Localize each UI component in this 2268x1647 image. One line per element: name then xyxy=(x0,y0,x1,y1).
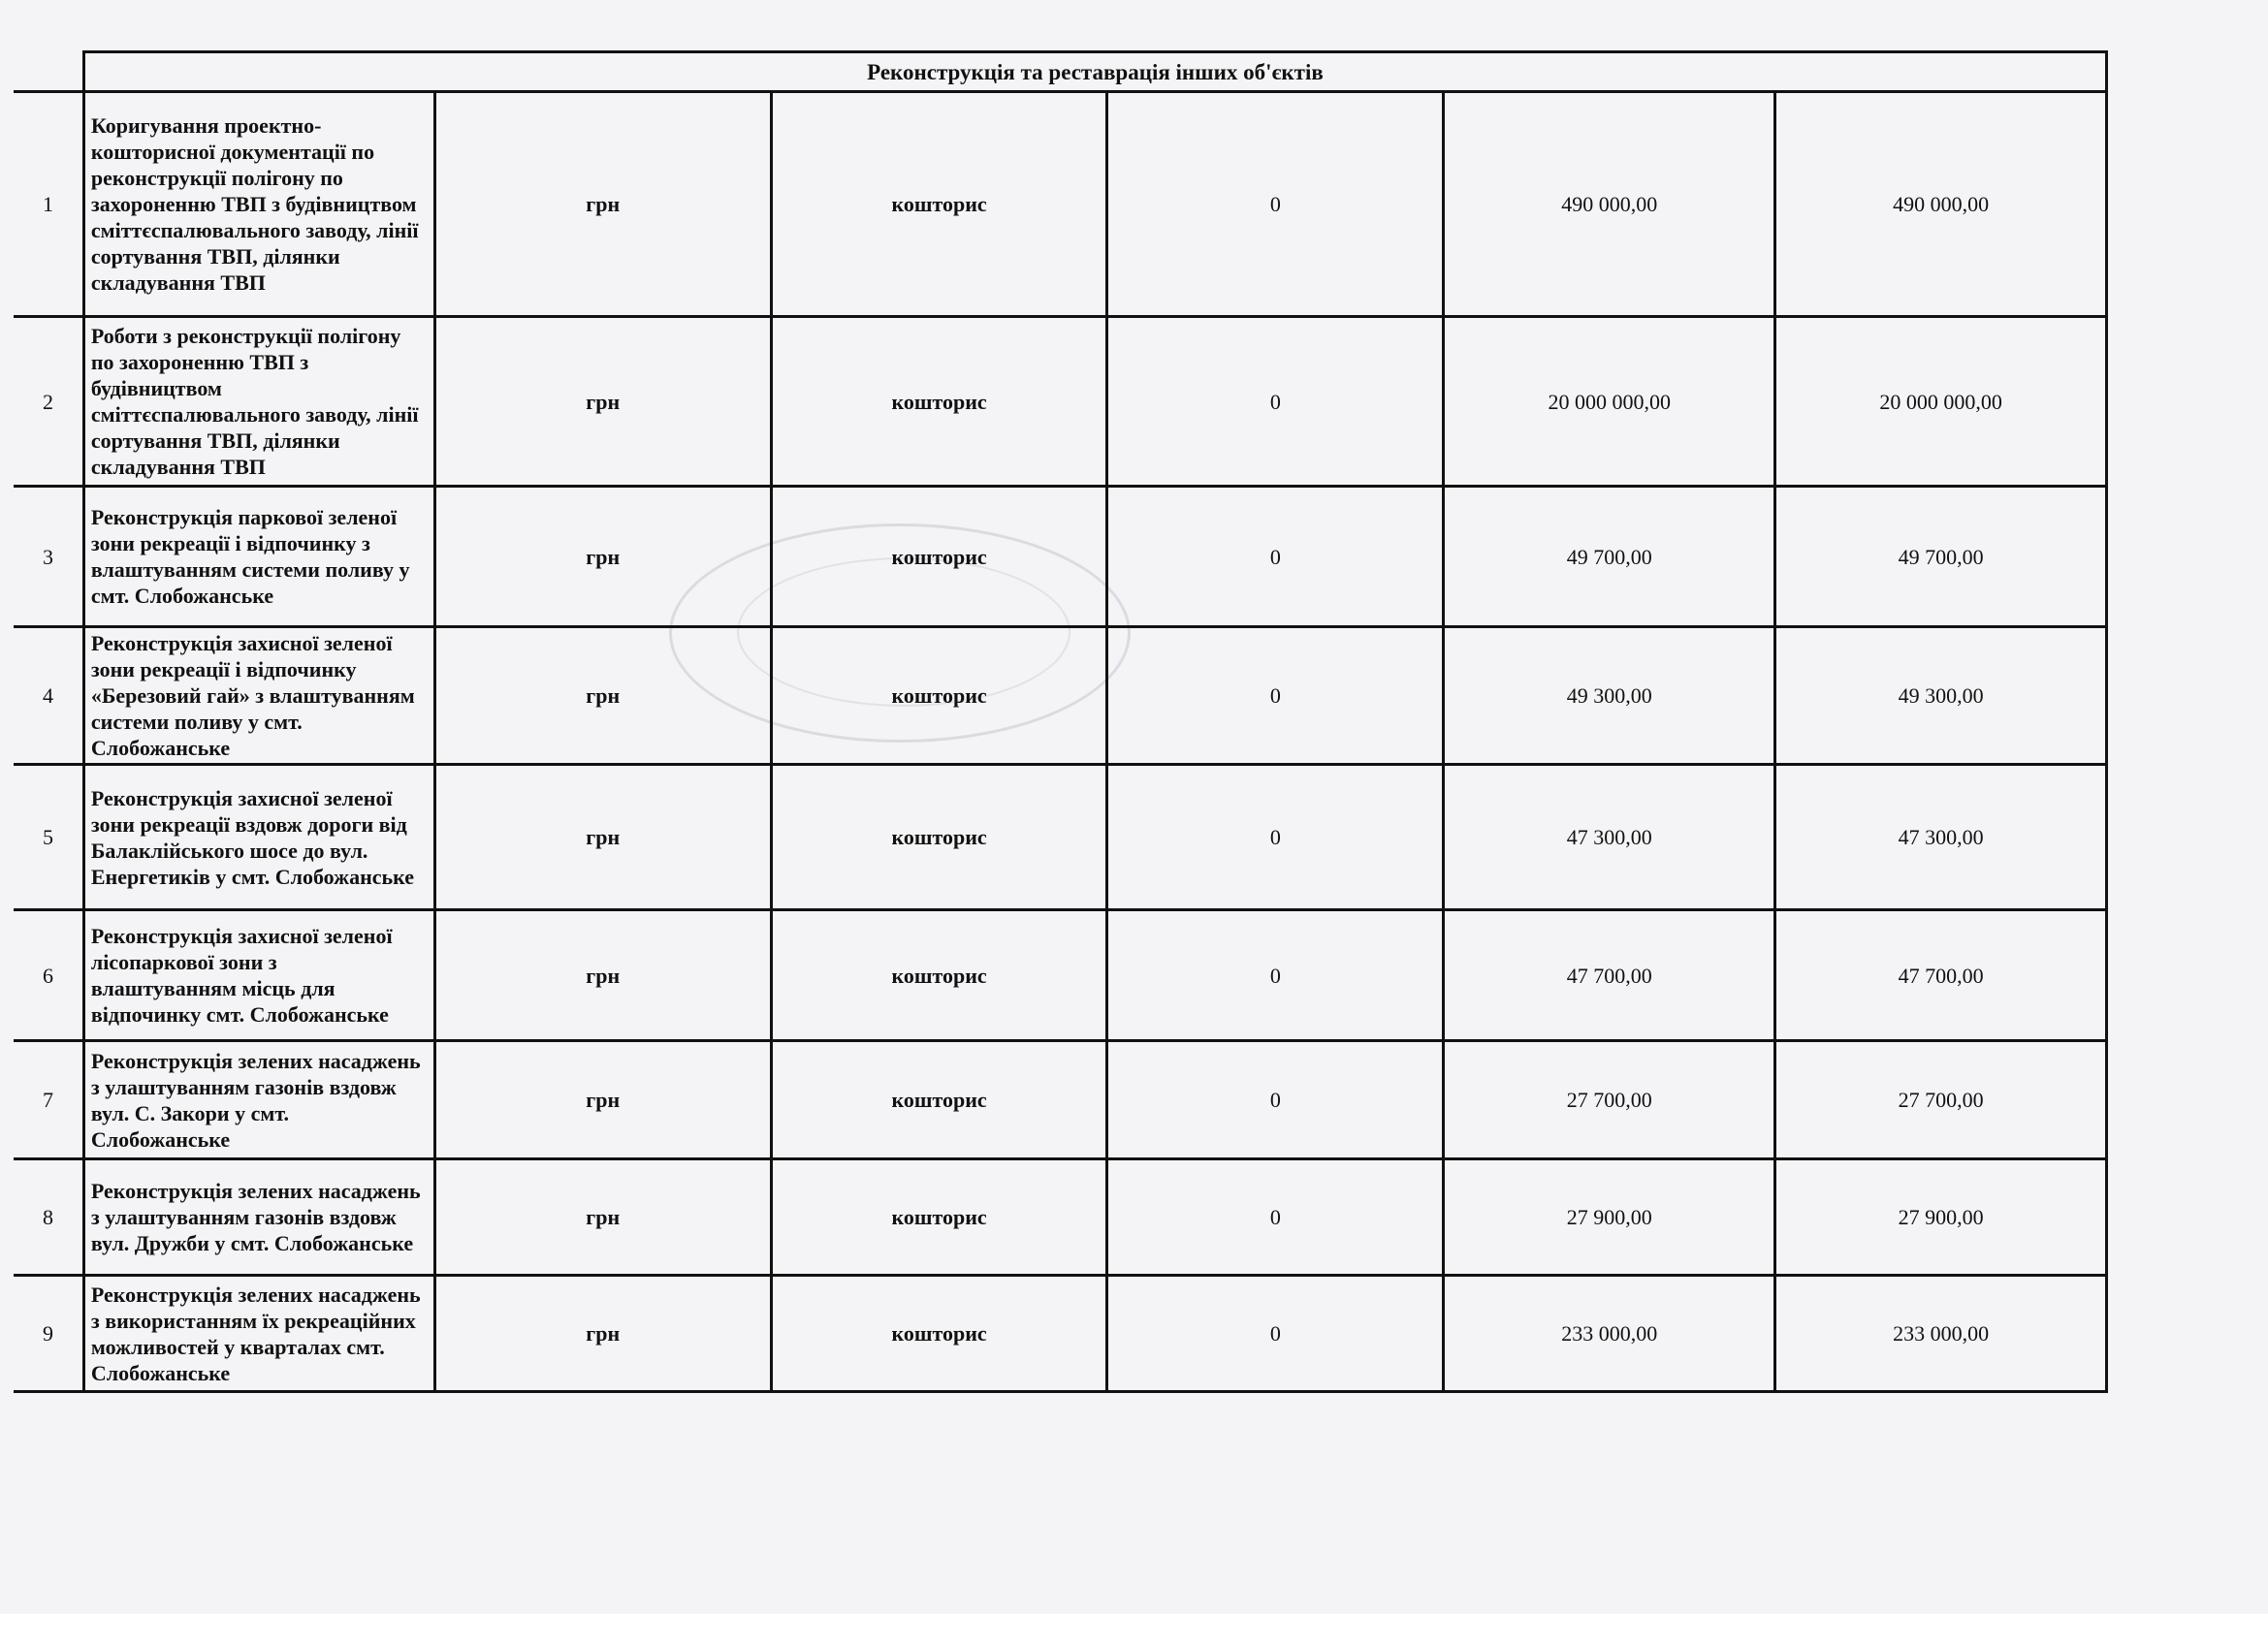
row-unit: грн xyxy=(434,910,771,1041)
row-total: 490 000,00 xyxy=(1775,92,2107,317)
row-source: кошторис xyxy=(771,627,1107,765)
row-object-name: Реконструкція захисної зеленої зони рекреації і відпочинку «Березовий гай» з влаштуванням системи поливу у смт. Слобожанське xyxy=(83,627,434,765)
row-object-name: Реконструкція зелених насаджень з використанням їх рекреаційних можливостей у кварталах смт. Слобожанське xyxy=(83,1276,434,1392)
row-source: кошторис xyxy=(771,487,1107,627)
table-row xyxy=(14,487,2107,627)
row-source: кошторис xyxy=(771,1276,1107,1392)
row-object-name: Реконструкція зелених насаджень з улаштуванням газонів вздовж вул. С. Закори у смт. Слобожанське xyxy=(83,1041,434,1159)
row-unit: грн xyxy=(434,487,771,627)
row-source: кошторис xyxy=(771,1159,1107,1276)
blank-cell xyxy=(14,52,83,92)
row-total: 49 300,00 xyxy=(1775,627,2107,765)
row-object-name: Реконструкція захисної зеленої лісопаркової зони з влаштуванням місць для відпочинку смт. Слобожанське xyxy=(83,910,434,1041)
row-zero-value: 0 xyxy=(1107,765,1444,910)
row-number: 8 xyxy=(14,1159,83,1276)
row-object-name: Коригування проектно-кошторисної документації по реконструкції полігону по захороненню ТВП з будівництвом сміттєспалювального заводу, лінії сортування ТВП, ділянки складування ТВП xyxy=(83,92,434,317)
row-amount: 49 300,00 xyxy=(1444,627,1775,765)
row-total: 27 900,00 xyxy=(1775,1159,2107,1276)
row-unit: грн xyxy=(434,1159,771,1276)
row-unit: грн xyxy=(434,92,771,317)
row-zero-value: 0 xyxy=(1107,1276,1444,1392)
row-number: 6 xyxy=(14,910,83,1041)
row-object-name: Реконструкція паркової зеленої зони рекреації і відпочинку з влаштуванням системи поливу у смт. Слобожанське xyxy=(83,487,434,627)
row-number: 7 xyxy=(14,1041,83,1159)
row-amount: 47 300,00 xyxy=(1444,765,1775,910)
row-source: кошторис xyxy=(771,1041,1107,1159)
row-total: 233 000,00 xyxy=(1775,1276,2107,1392)
row-zero-value: 0 xyxy=(1107,92,1444,317)
row-number: 9 xyxy=(14,1276,83,1392)
row-number: 4 xyxy=(14,627,83,765)
row-unit: грн xyxy=(434,1041,771,1159)
section-header-row xyxy=(14,52,2107,92)
table-row xyxy=(14,1041,2107,1159)
row-number: 5 xyxy=(14,765,83,910)
section-title: Реконструкція та реставрація інших об'єктів xyxy=(83,52,2106,92)
budget-table xyxy=(14,50,2108,1393)
row-amount: 20 000 000,00 xyxy=(1444,317,1775,487)
row-amount: 47 700,00 xyxy=(1444,910,1775,1041)
row-number: 2 xyxy=(14,317,83,487)
row-source: кошторис xyxy=(771,317,1107,487)
row-zero-value: 0 xyxy=(1107,317,1444,487)
table-row xyxy=(14,92,2107,317)
table-row xyxy=(14,627,2107,765)
row-unit: грн xyxy=(434,317,771,487)
row-amount: 233 000,00 xyxy=(1444,1276,1775,1392)
row-number: 3 xyxy=(14,487,83,627)
row-amount: 27 700,00 xyxy=(1444,1041,1775,1159)
row-object-name: Реконструкція захисної зеленої зони рекреації вздовж дороги від Балаклійського шосе до вул. Енергетиків у смт. Слобожанське xyxy=(83,765,434,910)
row-source: кошторис xyxy=(771,910,1107,1041)
table-row xyxy=(14,1276,2107,1392)
row-total: 20 000 000,00 xyxy=(1775,317,2107,487)
row-unit: грн xyxy=(434,765,771,910)
row-unit: грн xyxy=(434,627,771,765)
row-total: 49 700,00 xyxy=(1775,487,2107,627)
table-row xyxy=(14,910,2107,1041)
row-total: 47 700,00 xyxy=(1775,910,2107,1041)
row-zero-value: 0 xyxy=(1107,1041,1444,1159)
row-zero-value: 0 xyxy=(1107,487,1444,627)
row-total: 27 700,00 xyxy=(1775,1041,2107,1159)
row-source: кошторис xyxy=(771,92,1107,317)
row-amount: 49 700,00 xyxy=(1444,487,1775,627)
row-amount: 27 900,00 xyxy=(1444,1159,1775,1276)
row-amount: 490 000,00 xyxy=(1444,92,1775,317)
table-row xyxy=(14,1159,2107,1276)
row-zero-value: 0 xyxy=(1107,1159,1444,1276)
row-number: 1 xyxy=(14,92,83,317)
row-object-name: Роботи з реконструкції полігону по захороненню ТВП з будівництвом сміттєспалювального заводу, лінії сортування ТВП, ділянки складування ТВП xyxy=(83,317,434,487)
row-zero-value: 0 xyxy=(1107,910,1444,1041)
row-zero-value: 0 xyxy=(1107,627,1444,765)
scan-margin xyxy=(0,1614,2268,1647)
row-object-name: Реконструкція зелених насаджень з улаштуванням газонів вздовж вул. Дружби у смт. Слобожанське xyxy=(83,1159,434,1276)
table-row xyxy=(14,765,2107,910)
row-total: 47 300,00 xyxy=(1775,765,2107,910)
table-row xyxy=(14,317,2107,487)
row-source: кошторис xyxy=(771,765,1107,910)
row-unit: грн xyxy=(434,1276,771,1392)
